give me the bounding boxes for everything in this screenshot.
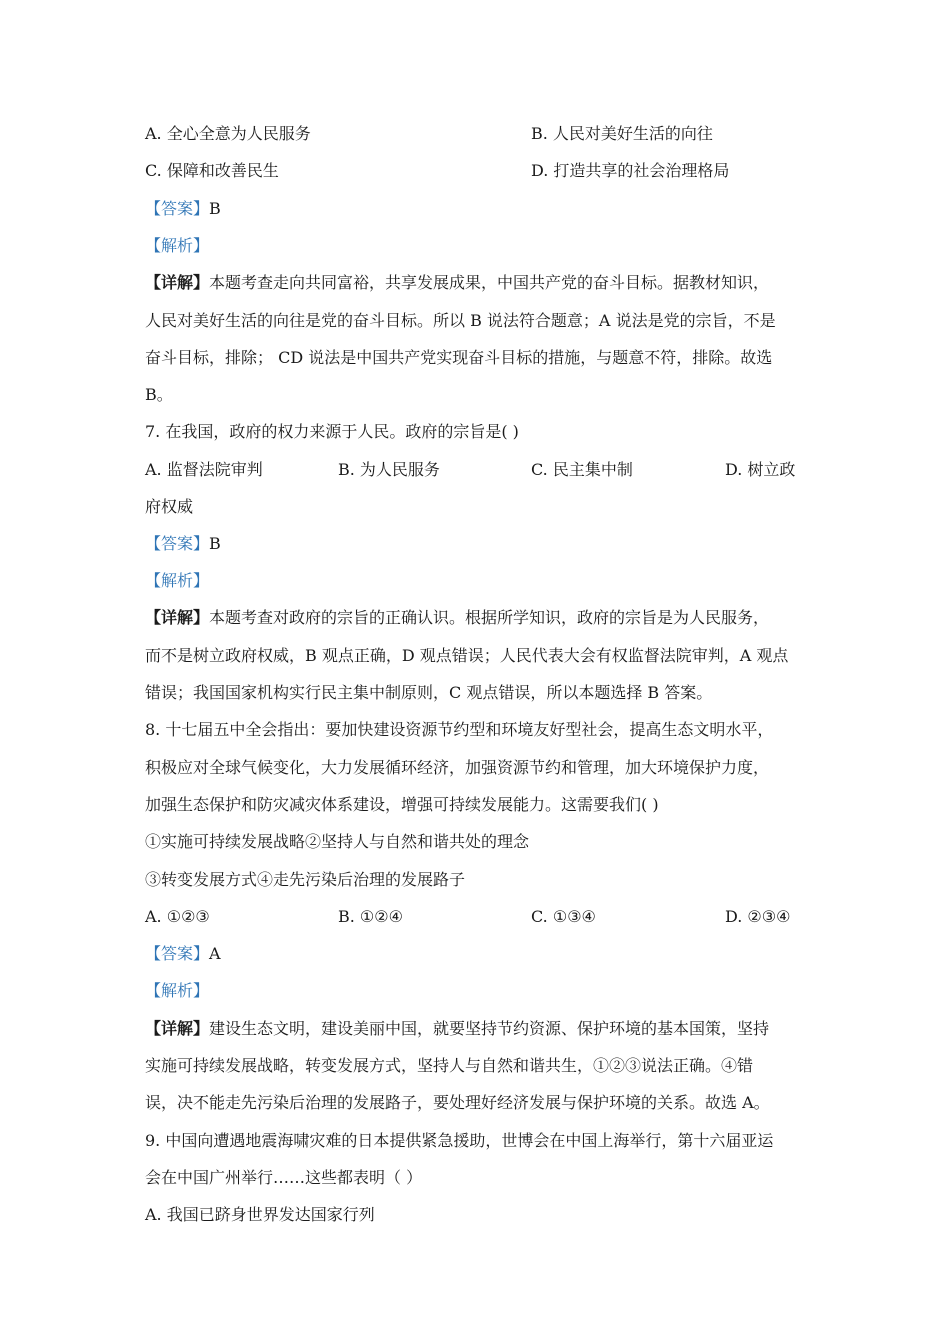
q8-option-a: A. ①②③ xyxy=(145,907,210,926)
detail-tag: 【详解】 xyxy=(145,1019,210,1038)
q8-option-c: C. ①③④ xyxy=(531,907,596,926)
q6-analysis-tag: 【解析】 xyxy=(145,236,210,255)
q6-answer: 【答案】B xyxy=(145,199,221,218)
q8-statements: ①实施可持续发展战略②坚持人与自然和谐共处的理念 xyxy=(145,832,530,851)
q6-option-c: C. 保障和改善民生 xyxy=(145,161,279,180)
answer-tag: 【答案】 xyxy=(145,199,210,218)
q7-detail-line: 错误；我国国家机构实行民主集中制原则，C 观点错误，所以本题选择 B 答案。 xyxy=(145,683,713,702)
q7-detail-line: 【详解】本题考查对政府的宗旨的正确认识。根据所学知识，政府的宗旨是为人民服务， xyxy=(145,608,770,627)
q6-detail-line: 人民对美好生活的向往是党的奋斗目标。所以 B 说法符合题意；A 说法是党的宗旨，不是 xyxy=(145,311,776,330)
q9-stem: 会在中国广州举行……这些都表明（ ） xyxy=(145,1168,423,1187)
q8-analysis-tag: 【解析】 xyxy=(145,981,210,1000)
q8-detail-line: 【详解】建设生态文明，建设美丽中国，就要坚持节约资源、保护环境的基本国策，坚持 xyxy=(145,1019,770,1038)
q7-option-b: B. 为人民服务 xyxy=(338,460,440,479)
q8-detail-line: 实施可持续发展战略，转变发展方式，坚持人与自然和谐共生，①②③说法正确。④错 xyxy=(145,1056,754,1075)
q7-option-d-wrap: 府权威 xyxy=(145,497,194,516)
q8-option-b: B. ①②④ xyxy=(338,907,403,926)
q6-option-b: B. 人民对美好生活的向往 xyxy=(531,124,713,143)
q9-stem: 9. 中国向遭遇地震海啸灾难的日本提供紧急援助，世博会在中国上海举行，第十六届亚运 xyxy=(145,1131,774,1150)
q6-detail-line: 奋斗目标，排除； CD 说法是中国共产党实现奋斗目标的措施，与题意不符，排除。故选 xyxy=(145,348,773,367)
q7-stem: 7. 在我国，政府的权力来源于人民。政府的宗旨是( ) xyxy=(145,422,519,441)
answer-tag: 【答案】 xyxy=(145,944,210,963)
q6-option-a: A. 全心全意为人民服务 xyxy=(145,124,311,143)
q6-option-d: D. 打造共享的社会治理格局 xyxy=(531,161,730,180)
detail-tag: 【详解】 xyxy=(145,273,210,292)
q8-stem: 积极应对全球气候变化，大力发展循环经济，加强资源节约和管理，加大环境保护力度， xyxy=(145,758,770,777)
q8-answer: 【答案】A xyxy=(145,944,221,963)
q7-option-c: C. 民主集中制 xyxy=(531,460,633,479)
q6-detail-line: 【详解】本题考查走向共同富裕，共享发展成果，中国共产党的奋斗目标。据教材知识， xyxy=(145,273,770,292)
q8-statements: ③转变发展方式④走先污染后治理的发展路子 xyxy=(145,870,466,889)
answer-tag: 【答案】 xyxy=(145,534,210,553)
q7-analysis-tag: 【解析】 xyxy=(145,571,210,590)
q8-stem: 加强生态保护和防灾减灾体系建设，增强可持续发展能力。这需要我们( ) xyxy=(145,795,659,814)
q7-detail-line: 而不是树立政府权威，B 观点正确，D 观点错误；人民代表大会有权监督法院审判，A 观点 xyxy=(145,646,789,665)
q8-stem: 8. 十七届五中全会指出：要加快建设资源节约型和环境友好型社会，提高生态文明水平， xyxy=(145,720,774,739)
q9-option-a: A. 我国已跻身世界发达国家行列 xyxy=(145,1205,375,1224)
q8-option-d: D. ②③④ xyxy=(725,907,791,926)
q7-option-a: A. 监督法院审判 xyxy=(145,460,263,479)
q6-detail-line: B。 xyxy=(145,385,173,404)
q7-answer: 【答案】B xyxy=(145,534,221,553)
q7-option-d: D. 树立政 xyxy=(725,460,796,479)
detail-tag: 【详解】 xyxy=(145,608,210,627)
q8-detail-line: 误，决不能走先污染后治理的发展路子，要处理好经济发展与保护环境的关系。故选 A。 xyxy=(145,1093,770,1112)
